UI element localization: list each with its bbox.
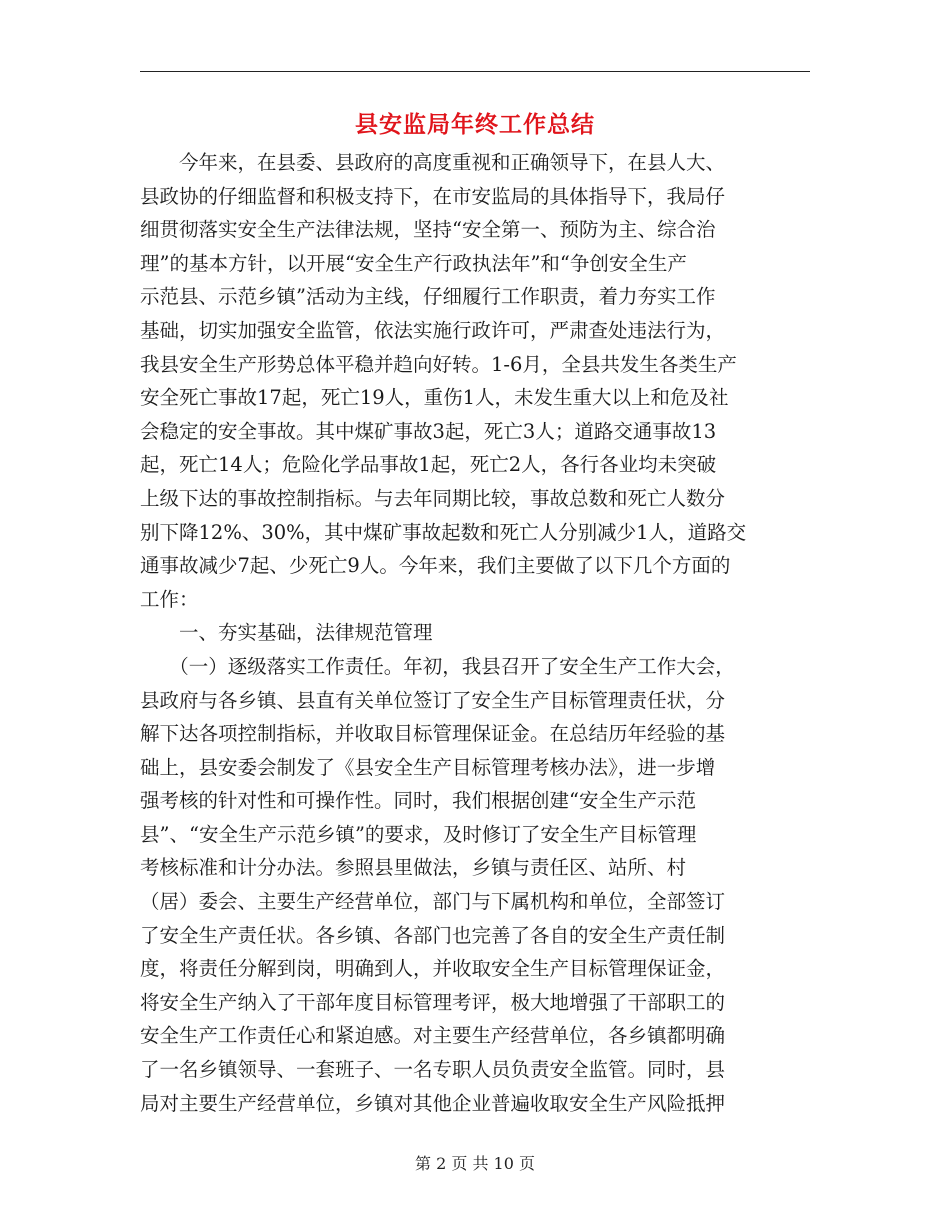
body-line: 解下达各项控制指标，并收取目标管理保证金。在总结历年经验的基 bbox=[140, 722, 726, 746]
body-line: 示范县、示范乡镇”活动为主线，仔细履行工作职责，着力夯实工作 bbox=[140, 285, 716, 309]
body-line: 将安全生产纳入了干部年度目标管理考评，极大地增强了干部职工的 bbox=[140, 990, 726, 1014]
body-line: 起，死亡14人；危险化学品事故1起，死亡2人，各行各业均未突破 bbox=[140, 453, 717, 477]
body-line: 县”、“安全生产示范乡镇”的要求，及时修订了安全生产目标管理 bbox=[140, 822, 697, 846]
body-line: 基础，切实加强安全监管，依法实施行政许可，严肃查处违法行为， bbox=[140, 318, 726, 342]
document-body bbox=[140, 146, 810, 1120]
body-line: 安全生产工作责任心和紧迫感。对主要生产经营单位，各乡镇都明确 bbox=[140, 1024, 726, 1048]
body-line: 安全死亡事故17起，死亡19人，重伤1人，未发生重大以上和危及社 bbox=[140, 386, 729, 410]
body-line: （一）逐级落实工作责任。年初，我县召开了安全生产工作大会， bbox=[140, 654, 735, 678]
body-line: 工作： bbox=[140, 587, 199, 611]
body-line: 了安全生产责任状。各乡镇、各部门也完善了各自的安全生产责任制 bbox=[140, 923, 726, 947]
body-line: 考核标准和计分办法。参照县里做法，乡镇与责任区、站所、村 bbox=[140, 856, 687, 880]
body-line: 县政协的仔细监督和积极支持下，在市安监局的具体指导下，我局仔 bbox=[140, 184, 726, 208]
body-line: 细贯彻落实安全生产法律法规，坚持“安全第一、预防为主、综合治 bbox=[140, 218, 716, 242]
body-line: 通事故减少7起、少死亡9人。今年来，我们主要做了以下几个方面的 bbox=[140, 554, 731, 578]
body-line: 一、夯实基础，法律规范管理 bbox=[140, 621, 433, 645]
body-line: 理”的基本方针，以开展“安全生产行政执法年”和“争创安全生产 bbox=[140, 251, 687, 275]
body-line: 今年来，在县委、县政府的高度重视和正确领导下，在县人大、 bbox=[140, 151, 726, 174]
body-line: 上级下达的事故控制指标。与去年同期比较，事故总数和死亡人数分 bbox=[140, 486, 726, 510]
body-line: 础上，县安委会制发了《县安全生产目标管理考核办法》，进一步增 bbox=[140, 755, 716, 779]
page-number: 第 2 页 共 10 页 bbox=[415, 1154, 535, 1173]
body-line: 县政府与各乡镇、县直有关单位签订了安全生产目标管理责任状，分 bbox=[140, 688, 726, 712]
body-line: 度，将责任分解到岗，明确到人，并收取安全生产目标管理保证金， bbox=[140, 957, 726, 981]
body-line: 强考核的针对性和可操作性。同时，我们根据创建“安全生产示范 bbox=[140, 789, 696, 813]
body-line: （居）委会、主要生产经营单位，部门与下属机构和单位，全部签订 bbox=[140, 890, 726, 914]
header-rule bbox=[140, 71, 810, 72]
body-line: 我县安全生产形势总体平稳并趋向好转。1-6月，全县共发生各类生产 bbox=[140, 352, 737, 376]
body-line: 局对主要生产经营单位，乡镇对其他企业普遍收取安全生产风险抵押 bbox=[140, 1091, 726, 1115]
body-line: 了一名乡镇领导、一套班子、一名专职人员负责安全监管。同时，县 bbox=[140, 1058, 726, 1082]
document-title: 县安监局年终工作总结 bbox=[355, 111, 595, 138]
body-line: 会稳定的安全事故。其中煤矿事故3起，死亡3人；道路交通事故13 bbox=[140, 419, 717, 443]
body-line: 别下降12%、30%，其中煤矿事故起数和死亡人分别减少1人，道路交 bbox=[140, 520, 747, 544]
